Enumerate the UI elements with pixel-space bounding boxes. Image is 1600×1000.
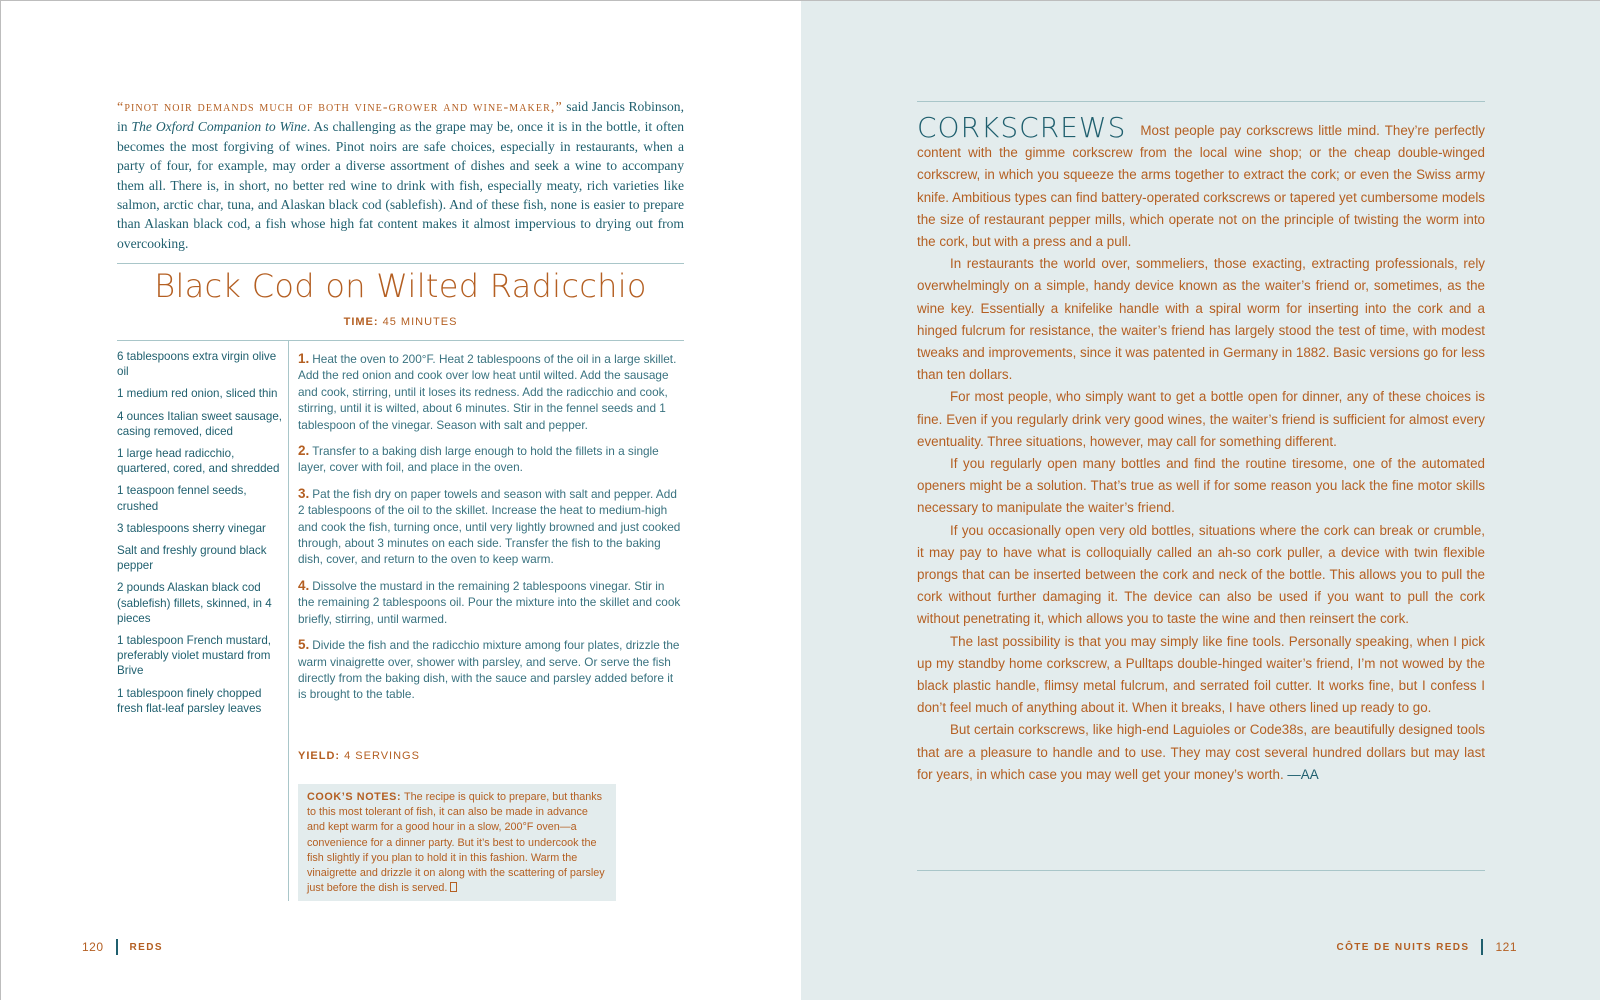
running-head: CÔTE DE NUITS REDS bbox=[1336, 941, 1470, 953]
step-item bbox=[298, 443, 683, 476]
intro-text-before-title: said Jancis Robinson, in bbox=[117, 99, 684, 135]
steps-list bbox=[298, 351, 683, 713]
article-paragraph bbox=[917, 111, 1485, 253]
step-text: Dissolve the mustard in the remaining 2 tablespoons vinegar. Stir in the remaining 2 tablespoons oil. Pour the mixture into the skillet and cook briefly, stirring, until warmed. bbox=[298, 578, 681, 626]
step-item bbox=[298, 578, 683, 627]
ingredient-item: 2 pounds Alaskan black cod (sablefish) fillets, skinned, in 4 pieces bbox=[117, 581, 272, 625]
step-number: 3. bbox=[298, 485, 310, 501]
article-paragraph bbox=[917, 719, 1485, 786]
step-number: 1. bbox=[298, 351, 310, 366]
recipe-header-divider bbox=[117, 340, 684, 341]
paragraph-text: But certain corkscrews, like high-end Laguioles or Code38s, are beautifully designed tools that are a pleasure to handle and to use. They may cost several hundred dollars but may last for years, in which case you may well get your money’s worth. bbox=[917, 722, 1485, 782]
end-mark-icon bbox=[450, 882, 457, 892]
article-top-divider bbox=[917, 101, 1485, 102]
running-head: REDS bbox=[129, 941, 163, 953]
step-item bbox=[298, 486, 683, 568]
intro-text-after-title: . As challenging as the grape may be, once it is in the bottle, it often becomes the most forgiving of wines. Pinot noirs are safe choices, especially in restaurants, when a party of four, for example, may order a diverse assortment of dishes and seek a wine to accompany them all. There is, in short, no better red wine to drink with fish, especially meaty, rich varieties like salmon, arctic char, tuna, and Alaskan black cod (sablefish). And of these fish, none is easier to prepare than Alaskan black cod, a fish whose high fat content makes it almost impervious to drying out from overcooking. bbox=[117, 119, 684, 251]
intro-paragraph bbox=[117, 97, 684, 253]
left-folio bbox=[82, 939, 163, 955]
folio-separator bbox=[116, 939, 118, 955]
intro-lead-quote: “pinot noir demands much of both vine-grower and wine-maker,” bbox=[117, 100, 563, 115]
ingredient-item: 4 ounces Italian sweet sausage, casing removed, diced bbox=[117, 409, 282, 438]
ingredient-item: 1 teaspoon fennel seeds, crushed bbox=[117, 484, 247, 513]
step-item bbox=[298, 351, 683, 433]
left-page bbox=[1, 1, 801, 1000]
ingredients-list bbox=[117, 349, 282, 723]
article-paragraph: For most people, who simply want to get a bottle open for dinner, any of these choices is fine. Even if you regularly drink very good wines, the waiter’s friend is sufficient for almost every eventuality. Three situations, however, may call for something different. bbox=[917, 389, 1485, 449]
yield-value: 4 SERVINGS bbox=[344, 750, 420, 762]
article-headline: CORKSCREWS bbox=[917, 111, 1127, 144]
author-signature: —AA bbox=[1287, 766, 1319, 782]
article-paragraph: If you regularly open many bottles and find the routine tiresome, one of the automated openers might be a solution. That’s true as well if for some reason you lack the fine motor skills necessary to manipulate the waiter’s friend. bbox=[917, 456, 1485, 516]
step-text: Transfer to a baking dish large enough to hold the fillets in a single layer, cover with foil, and place in the oven. bbox=[298, 444, 659, 475]
time-value: 45 MINUTES bbox=[382, 316, 458, 328]
time-label: TIME: bbox=[343, 316, 379, 328]
recipe-title: Black Cod on Wilted Radicchio bbox=[154, 267, 647, 305]
step-text: Divide the fish and the radicchio mixture among four plates, drizzle the warm vinaigrette over, shower with parsley, and serve. Or serve the fish directly from the baking dish, with the sauce and parsley added before it is brought to the table. bbox=[298, 638, 680, 702]
article-paragraph: The last possibility is that you may simply like fine tools. Personally speaking, when I pick up my standby home corkscrew, a Pulltaps double-hinged waiter’s friend, I’m not wowed by the black plastic handle, flimsy metal fulcrum, and serrated foil cutter. It works fine, but I confess I don’t feel much of anything about it. When it breaks, I have others lined up ready to go. bbox=[917, 633, 1485, 716]
yield-label: YIELD: bbox=[298, 750, 341, 762]
article-paragraph: If you occasionally open very old bottles, situations where the cork can break or crumble, it may pay to have what is colloquially called an ah-so cork puller, a device with twin flexible prongs that can be inserted between the cork and neck of the bottle. This allows you to pull the cork without further damaging it. The device can also be used if you want to pull the cork without penetrating it, which allows you to taste the wine and then reinsert the cork. bbox=[917, 522, 1485, 627]
intro-book-title: The Oxford Companion to Wine bbox=[131, 119, 307, 135]
ingredient-item: 3 tablespoons sherry vinegar bbox=[117, 521, 266, 535]
notes-label: COOK’S NOTES: bbox=[307, 791, 402, 803]
notes-text: The recipe is quick to prepare, but thanks to this most tolerant of fish, it can also be made in advance and kept warm for a good hour in a slow, 200°F oven—a convenience for a dinner party. But it’s best to undercook the fish slightly if you plan to hold it in this fashion. Warm the vinaigrette and drizzle it on along with the scattering of parsley just before the dish is served. bbox=[307, 791, 605, 895]
recipe-yield bbox=[298, 750, 420, 762]
step-item bbox=[298, 637, 683, 703]
step-text: Pat the fish dry on paper towels and season with salt and pepper. Add 2 tablespoons of the oil to the skillet. Increase the heat to medium-high and cook the fish, turning once, until very lightly browned and just cooked through, about 3 minutes on each side. Transfer the fish to the baking dish, cover, and return to the oven to keep warm. bbox=[298, 486, 681, 567]
recipe-time bbox=[117, 316, 684, 328]
ingredient-item: 6 tablespoons extra virgin olive oil bbox=[117, 350, 277, 379]
step-number: 5. bbox=[298, 637, 310, 653]
ingredient-item: Salt and freshly ground black pepper bbox=[117, 544, 267, 573]
ingredient-item: 1 tablespoon French mustard, preferably violet mustard from Brive bbox=[117, 634, 272, 678]
column-divider bbox=[288, 341, 289, 901]
step-text: Heat the oven to 200°F. Heat 2 tablespoons of the oil in a large skillet. Add the red onion and cook over low heat until wilted. Add the sausage and cook, stirring, until it loses its redness. Add the radicchio and cook, stirring, until it is wilted, about 6 minutes. Stir in the fennel seeds and 1 tablespoon of the vinegar. Season with salt and pepper. bbox=[298, 352, 677, 432]
article-bottom-divider bbox=[917, 870, 1485, 871]
page-number: 120 bbox=[82, 940, 104, 954]
article-paragraph: In restaurants the world over, sommeliers, those exacting, extracting professionals, rely overwhelmingly on a simple, handy device known as the waiter’s friend or, sometimes, as the wine key. Essentially a knifelike handle with a spiral worm for inserting into the cork and a hinged fulcrum for resistance, the waiter’s friend has largely stood the test of time, with modest tweaks and improvements, since it was patented in Germany in 1882. Basic versions go for less than ten dollars. bbox=[917, 256, 1485, 383]
cooks-notes-box bbox=[298, 784, 616, 901]
step-number: 2. bbox=[298, 443, 310, 459]
paragraph-text: Most people pay corkscrews little mind. They’re perfectly content with the gimme corkscrew from the local wine shop; or the cheap double-winged corkscrew, in which you squeeze the arms together to extract the cork; or even the Swiss army knife. Ambitious types can find battery-operated corkscrews or tapered yet cumbersome models the size of restaurant pepper mills, which operate not on the principle of twisting the worm into the cork, but with a press and a pull. bbox=[917, 123, 1485, 250]
intro-divider bbox=[117, 263, 684, 264]
folio-separator bbox=[1481, 939, 1483, 955]
corkscrews-article bbox=[917, 111, 1485, 786]
ingredient-item: 1 large head radicchio, quartered, cored, and shredded bbox=[117, 447, 280, 476]
ingredient-item: 1 medium red onion, sliced thin bbox=[117, 387, 278, 401]
right-folio bbox=[1336, 939, 1517, 955]
page-number: 121 bbox=[1495, 940, 1517, 954]
step-number: 4. bbox=[298, 577, 310, 593]
ingredient-item: 1 tablespoon finely chopped fresh flat-leaf parsley leaves bbox=[117, 686, 262, 715]
